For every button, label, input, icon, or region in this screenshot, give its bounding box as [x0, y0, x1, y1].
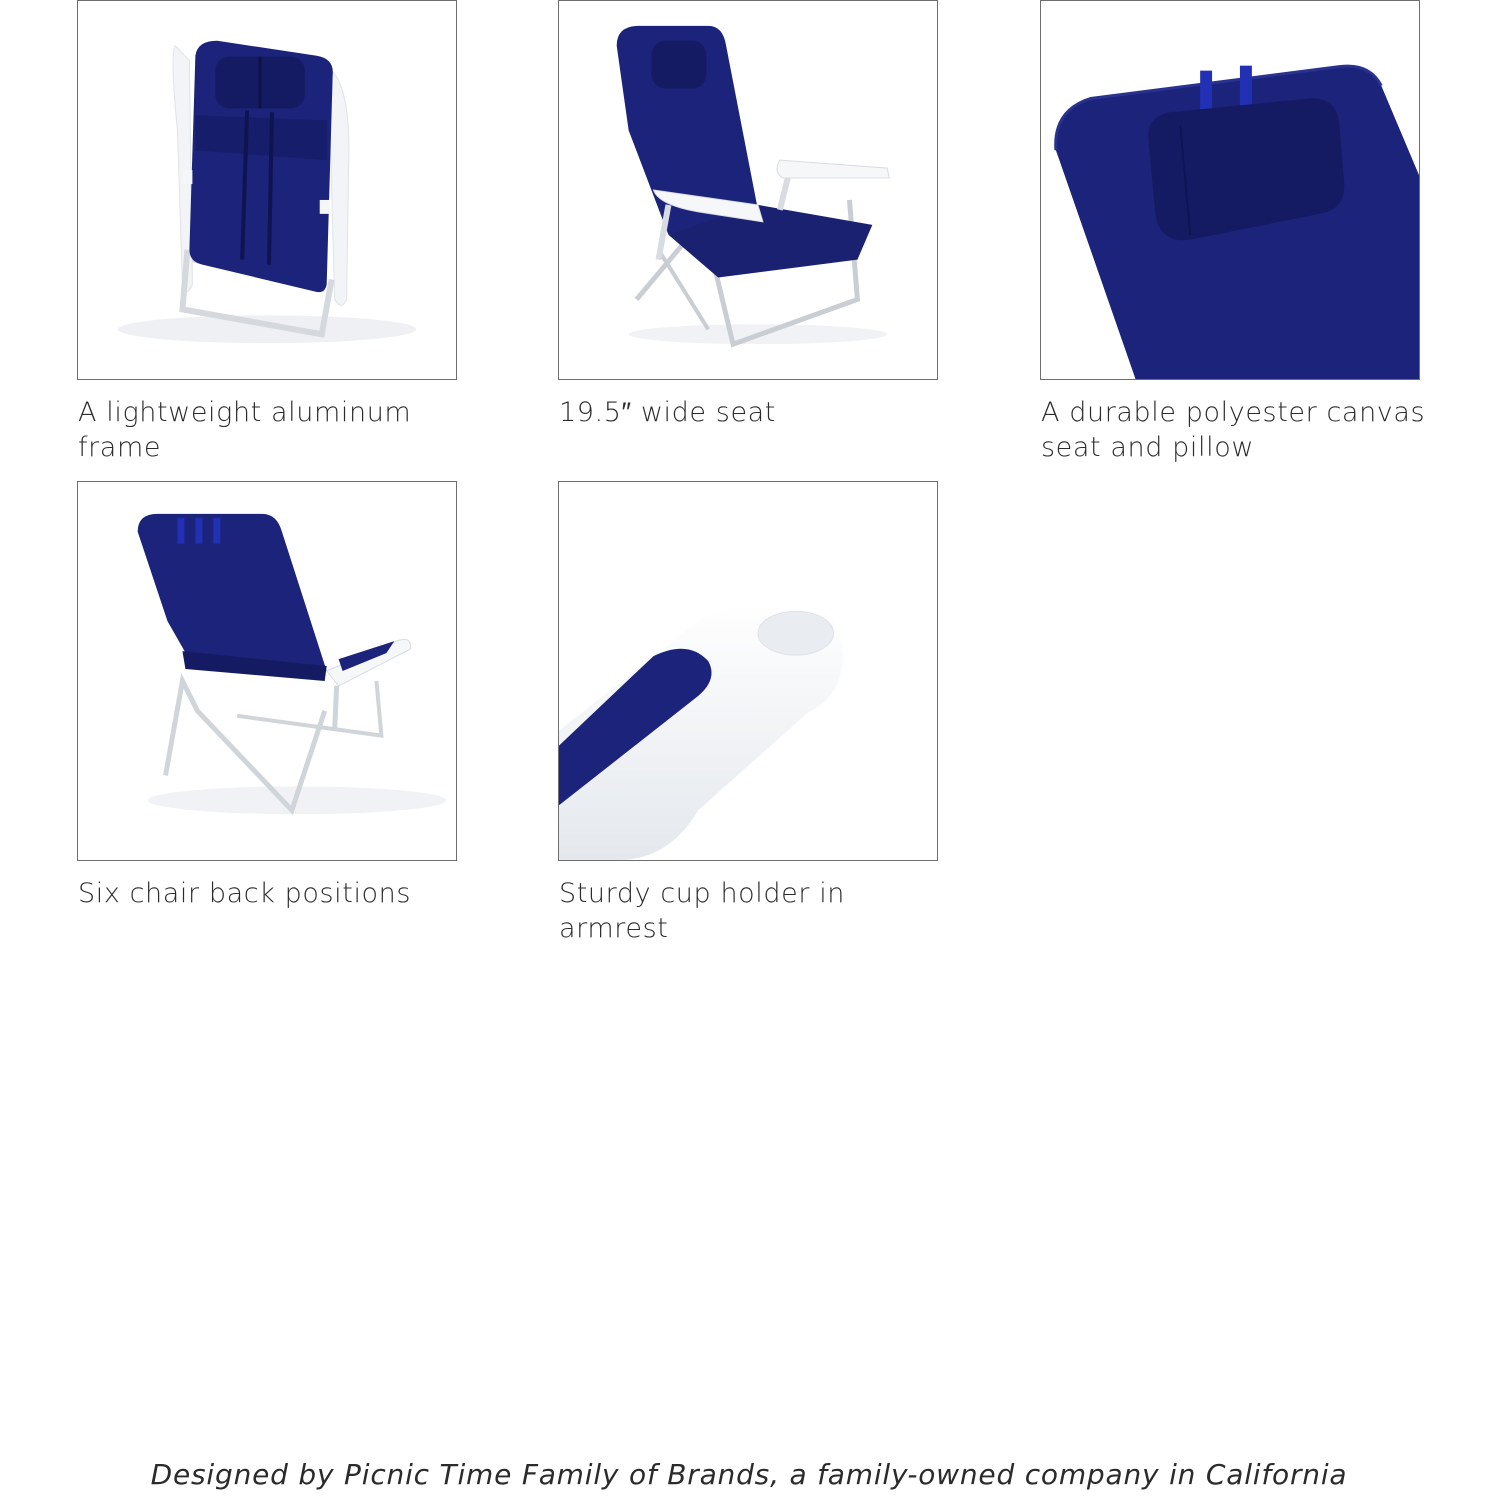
chair-rear-illustration [78, 482, 456, 860]
caption-polyester-canvas: A durable polyester canvas seat and pillow [1041, 397, 1426, 463]
caption-back-positions: Six chair back positions [78, 878, 412, 909]
caption-aluminum-frame: A lightweight aluminum frame [78, 397, 412, 463]
feature-image-wide-seat [558, 0, 938, 380]
feature-image-polyester-canvas [1040, 0, 1420, 380]
armrest-illustration [559, 482, 937, 860]
folded-chair-illustration [78, 1, 456, 379]
caption-cup-holder: Sturdy cup holder in armrest [559, 878, 846, 944]
feature-image-cup-holder [558, 481, 938, 861]
brand-footer: Designed by Picnic Time Family of Brands, a family-owned company in California [150, 1458, 1348, 1491]
feature-image-aluminum-frame [77, 0, 457, 380]
chair-side-illustration [559, 1, 937, 379]
seat-pillow-illustration [1041, 1, 1419, 379]
feature-image-back-positions [77, 481, 457, 861]
caption-wide-seat: 19.5″ wide seat [559, 397, 776, 428]
